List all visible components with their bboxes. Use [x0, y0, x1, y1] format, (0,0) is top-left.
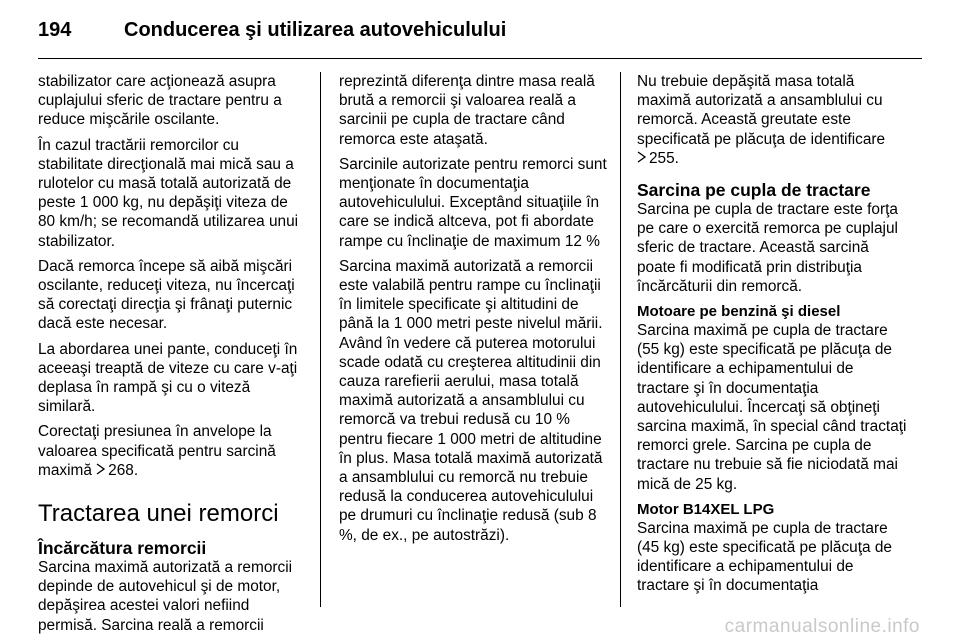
minor-heading: Motoare pe benzină şi diesel	[637, 303, 841, 321]
page-title: Conducerea şi utilizarea autovehiculului	[124, 18, 507, 41]
header-divider	[38, 58, 922, 59]
column-divider-2	[620, 72, 621, 607]
column-divider-1	[320, 72, 321, 607]
paragraph-with-reference	[38, 422, 308, 480]
page-reference-number: 255.	[649, 149, 679, 167]
column-1	[38, 72, 308, 641]
page-reference-number: 268.	[108, 461, 139, 479]
page-reference-arrow-icon	[637, 149, 646, 168]
subsection-heading: Sarcina pe cupla de tractare	[637, 180, 871, 201]
minor-heading: Motor B14XEL LPG	[637, 500, 775, 518]
paragraph: Sarcina maximă pe cupla de tractare (45 kg) este specificată pe plăcuţa de identificare a echipamentului de tractare şi în documentaţia	[637, 519, 892, 595]
column-3	[637, 72, 907, 602]
paragraph: Sarcinile autorizate pentru remorci sunt menţionate în documentaţia autovehiculului. Exceptând situaţiile în care se indică altceva, pot fi abordate rampe cu înclinaţie de maximum 12 %	[339, 155, 607, 250]
page-reference-arrow-icon	[96, 461, 105, 480]
subsection-heading: Încărcătura remorcii	[38, 538, 207, 559]
paragraph: reprezintă diferenţa dintre masa reală brută a remorcii şi valoarea reală a sarcinii pe cupla de tractare când remorca este ataşată.	[339, 73, 595, 148]
paragraph: Sarcina maximă autorizată a remorcii depinde de autovehicul şi de motor, depăşirea acestei valori nefiind permisă. Sarcina reală a remorcii	[38, 559, 293, 634]
paragraph-text: Nu trebuie depăşită masa totală maximă autorizată a ansamblului cu remorcă. Această greutate este specificată pe plăcuţa de identificare	[637, 73, 886, 148]
paragraph-text: Corectaţi presiunea în anvelope la valoarea specificată pentru sarcină maximă	[38, 423, 276, 479]
page-reference-link[interactable]	[96, 461, 138, 480]
paragraph: Sarcina maximă pe cupla de tractare (55 kg) este specificată pe plăcuţa de identificare a echipamentului de tractare şi în documentaţia autovehiculului. Încercaţi să obţineţi sarcina maximă, în special când tractaţi remorci grele. Sarcina pe cupla de tractare nu trebuie să fie niciodată mai mică de 25 kg.	[637, 322, 907, 493]
column-2	[339, 72, 607, 551]
page-header	[38, 10, 506, 50]
watermark: carmanualsonline.info	[724, 616, 920, 637]
paragraph: În cazul tractării remorcilor cu stabilitate direcţională mai mică sau a rulotelor cu masă totală autorizată de peste 1 000 kg, nu depăşiţi viteza de 80 km/h; se recomandă utilizarea unui stabilizator.	[38, 136, 299, 250]
paragraph: La abordarea unei pante, conduceţi în aceeaşi treaptă de viteze cu care v-aţi deplasa în rampă şi cu o viteză similară.	[38, 340, 298, 416]
paragraph: Dacă remorca începe să aibă mişcări oscilante, reduceţi viteza, nu încercaţi să corectaţi direcţia şi frânaţi puternic dacă este necesar.	[38, 257, 295, 333]
paragraph: Sarcina maximă autorizată a remorcii este valabilă pentru rampe cu înclinaţii în limitele specificate şi altitudini de până la 1 000 metri peste nivelul mării. Având în vedere că puterea motorului scade odată cu creşterea altitudinii din cauza rarefierii aerului, masa totală maximă autorizată a ansamblului cu remorcă va trebui redusă cu 10 % pentru fiecare 1 000 metri de altitudine în plus. Masa totală maximă autorizată a ansamblului cu remorcă nu trebuie redusă la conducerea autovehiculului pe drumuri cu înclinaţie redusă (sub 8 %, de ex., pe autostrăzi).	[339, 257, 603, 544]
page-reference-link[interactable]	[637, 149, 679, 168]
paragraph-with-reference	[637, 72, 907, 168]
paragraph: Sarcina pe cupla de tractare este forţa pe care o exercită remorca pe cuplajul sferic de tractare. Această sarcină poate fi modificată prin distribuţia încărcăturii din remorcă.	[637, 201, 898, 295]
section-heading: Tractarea unei remorci	[38, 500, 279, 528]
page-number: 194	[38, 18, 72, 41]
paragraph: stabilizator care acţionează asupra cuplajului sferic de tractare pentru a reduce mişcările oscilante.	[38, 73, 282, 129]
